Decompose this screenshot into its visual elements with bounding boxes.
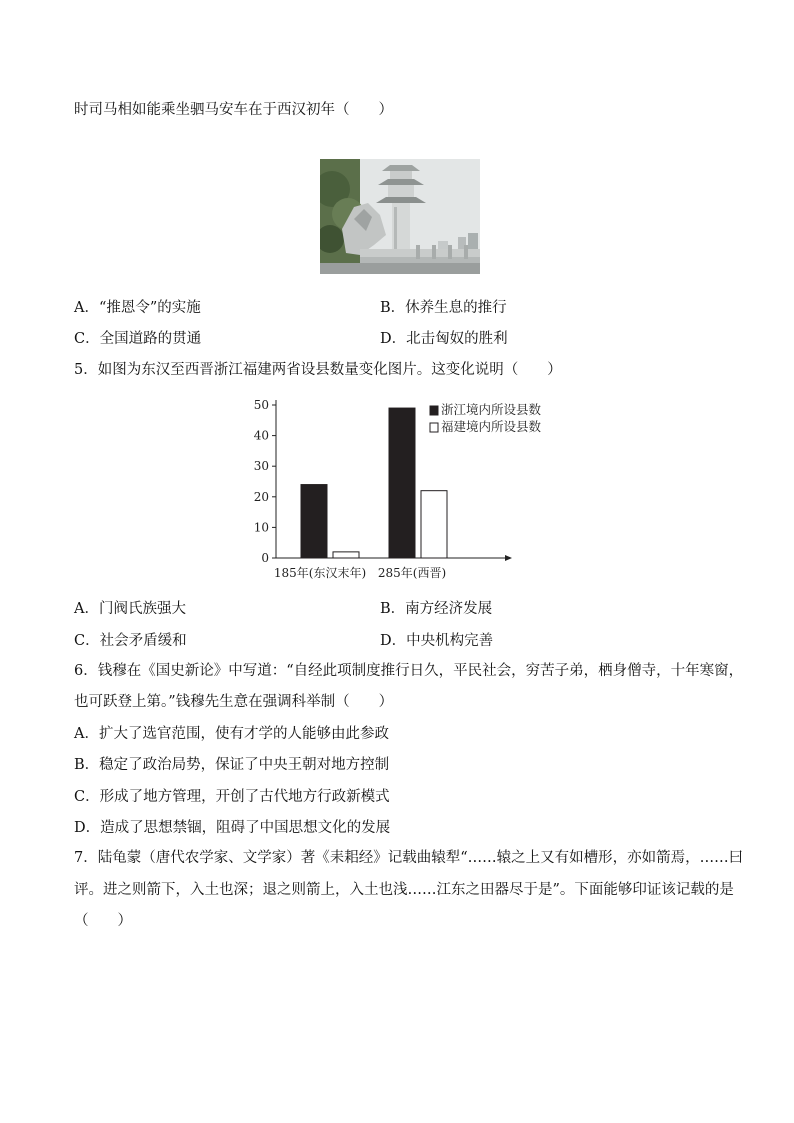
county-count-chart bbox=[250, 390, 550, 590]
q4-option-d[interactable]: D．北击匈奴的胜利 bbox=[380, 331, 508, 347]
legend-label: 福建境内所设县数 bbox=[441, 419, 542, 434]
legend-swatch bbox=[430, 406, 438, 415]
bar-zhejiang bbox=[389, 408, 415, 558]
q6-stem-line2: 也可跃登上第。”钱穆先生意在强调科举制（ ） bbox=[74, 694, 394, 710]
y-tick-label: 10 bbox=[253, 520, 269, 535]
q5-option-b[interactable]: B．南方经济发展 bbox=[380, 601, 493, 617]
q7-stem-line2: 评。进之则箭下，入土也深；退之则箭上，入土也浅……江东之田器尽于是”。下面能够印证该记载的是 bbox=[74, 882, 734, 898]
y-tick-label: 30 bbox=[253, 459, 269, 474]
q5-stem: 5．如图为东汉至西晋浙江福建两省设县数量变化图片。这变化说明（ ） bbox=[74, 362, 562, 378]
q7-stem-line3: （ ） bbox=[74, 913, 132, 929]
q4-option-b[interactable]: B．休养生息的推行 bbox=[380, 300, 507, 316]
y-tick-label: 20 bbox=[253, 489, 269, 504]
q4-stem: 时司马相如能乘坐驷马安车在于西汉初年（ ） bbox=[74, 102, 393, 118]
x-tick-label: 285年(西晋) bbox=[377, 566, 447, 580]
legend-swatch bbox=[430, 423, 438, 432]
q4-option-c[interactable]: C．全国道路的贯通 bbox=[74, 331, 202, 347]
bridge-photo-drawing bbox=[320, 159, 480, 274]
q7-stem-line1: 7．陆龟蒙（唐代农学家、文学家）著《耒耜经》记载曲辕犁“……辕之上又有如槽形，亦如箭焉，……曰 bbox=[74, 850, 744, 866]
y-tick-label: 50 bbox=[253, 398, 269, 412]
q4-option-a[interactable]: A．“推恩令”的实施 bbox=[74, 300, 201, 316]
bar-fujian bbox=[333, 552, 359, 558]
q6-option-a[interactable]: A．扩大了选官范围，使有才学的人能够由此参政 bbox=[74, 726, 389, 742]
bar-zhejiang bbox=[301, 485, 327, 558]
q6-stem-line1: 6．钱穆在《国史新论》中写道：“自经此项制度推行日久，平民社会，穷苦子弟，栖身僧寺，十年寒窗， bbox=[74, 663, 744, 679]
q6-option-b[interactable]: B．稳定了政治局势，保证了中央王朝对地方控制 bbox=[74, 757, 390, 773]
chart-svg bbox=[250, 390, 550, 590]
q5-option-d[interactable]: D．中央机构完善 bbox=[380, 633, 494, 649]
y-tick-label: 0 bbox=[261, 551, 269, 565]
bar-fujian bbox=[421, 491, 447, 558]
q6-option-c[interactable]: C．形成了地方管理，开创了古代地方行政新模式 bbox=[74, 789, 390, 805]
x-axis-arrow bbox=[505, 555, 512, 561]
legend-label: 浙江境内所设县数 bbox=[441, 402, 542, 417]
x-tick-label: 185年(东汉末年) bbox=[273, 566, 367, 580]
y-tick-label: 40 bbox=[253, 428, 269, 443]
q6-option-d[interactable]: D．造成了思想禁锢，阻碍了中国思想文化的发展 bbox=[74, 820, 391, 836]
bridge-photo bbox=[320, 159, 480, 274]
q5-option-a[interactable]: A．门阀氏族强大 bbox=[74, 601, 186, 617]
q5-option-c[interactable]: C．社会矛盾缓和 bbox=[74, 633, 187, 649]
